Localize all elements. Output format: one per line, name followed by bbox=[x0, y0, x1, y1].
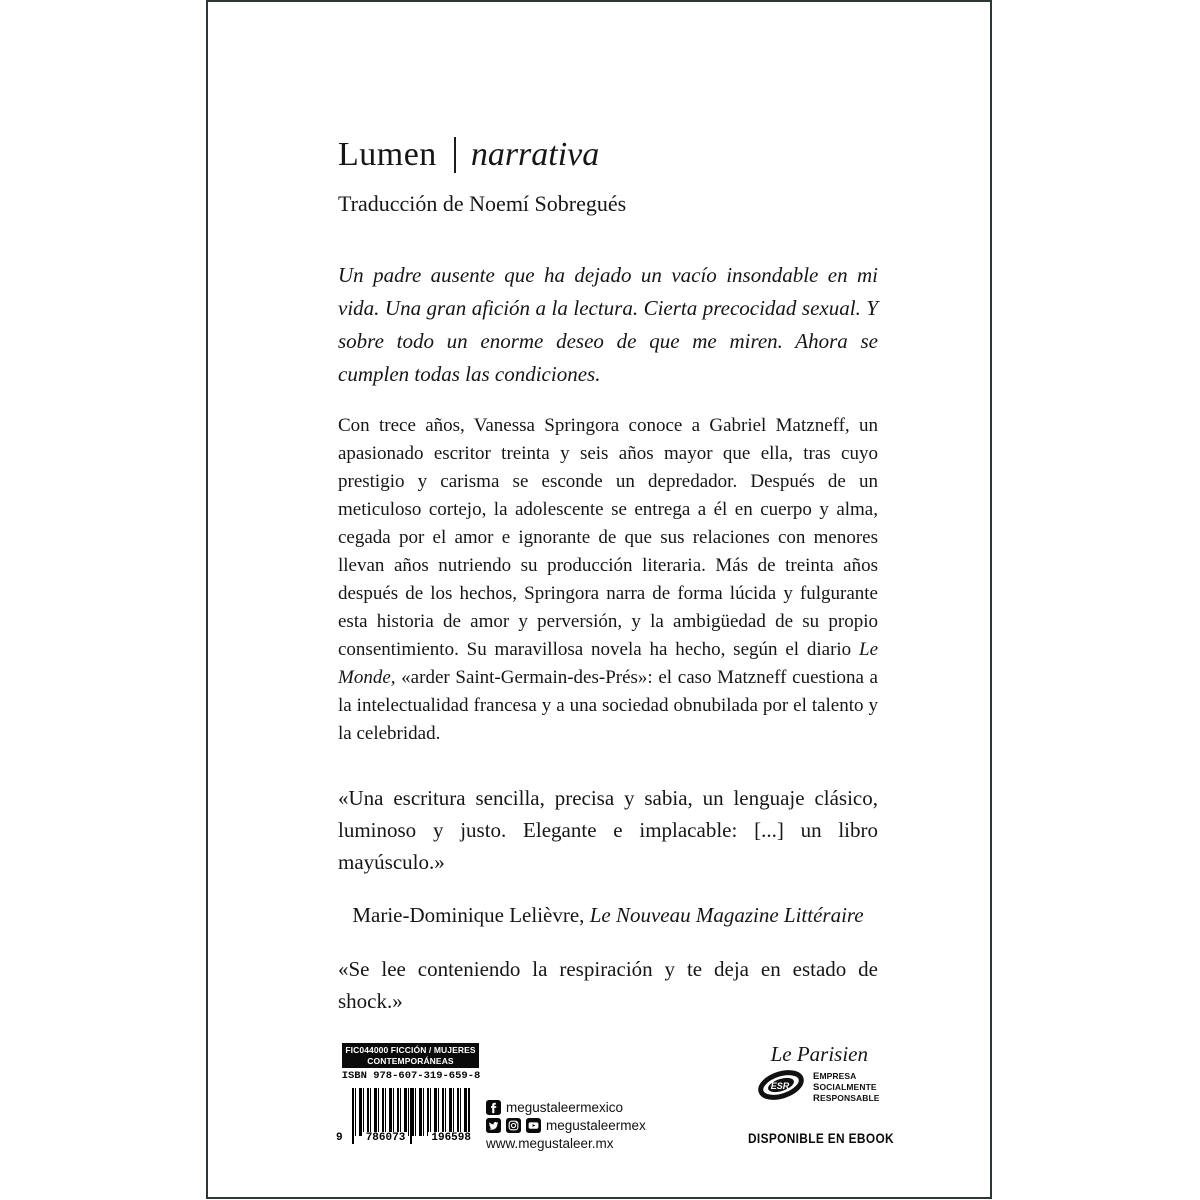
barcode-digit-group1: 786073 bbox=[363, 1132, 409, 1144]
multi-social-row bbox=[486, 1117, 646, 1134]
isbn-label: ISBN 978-607-319-659-8 bbox=[341, 1070, 481, 1082]
barcode bbox=[336, 1088, 474, 1154]
intro-quote-paragraph: Un padre ausente que ha dejado un vacío insondable en mi vida. Una gran afición a la lectura. Cierta precocidad sexual. Y sobre todo un enorme deseo de que me miren. Ahora se cumplen todas las condiciones. bbox=[338, 263, 878, 386]
esr-certification bbox=[756, 1066, 880, 1109]
review-quote-2: «Se lee conteniendo la respiración y te deja en estado de shock.» bbox=[338, 957, 878, 1013]
esr-line3: RESPONSABLE bbox=[813, 1093, 880, 1104]
esr-line1: EMPRESA bbox=[813, 1071, 857, 1082]
synopsis-text-1: Con trece años, Vanessa Springora conoce a Gabriel Matzneff, un apasionado escritor treinta y seis años mayor que ella, tras cuyo prestigio y carisma se esconde un depredador. Después de un meticuloso cortejo, la adolescente se entrega a él en cuerpo y alma, cegada por el amor e ignorante de que sus relaciones con menores llevan años nutriendo su producción literaria. Más de treinta años después de los hechos, Springora narra de forma lúcida y fulgurante esta historia de amor y perversión, y la ambigüedad de su propio consentimiento. Su maravillosa novela ha hecho, según el diario bbox=[338, 415, 878, 660]
barcode-digit-first: 9 bbox=[336, 1132, 343, 1144]
social-media-block bbox=[486, 1099, 646, 1151]
twitter-icon bbox=[486, 1118, 501, 1133]
esr-line2: SOCIALMENTE bbox=[813, 1082, 877, 1093]
facebook-row bbox=[486, 1099, 646, 1116]
review-quote-1: «Una escritura sencilla, precisa y sabia, un lenguaje clásico, luminoso y justo. Elegante e implacable: [...] un libro mayúsculo.» bbox=[338, 786, 878, 874]
brand-divider bbox=[454, 137, 456, 173]
barcode-digit-group2: 196598 bbox=[428, 1132, 474, 1144]
publisher-brand bbox=[338, 136, 878, 174]
collection-name: narrativa bbox=[470, 136, 600, 173]
barcode-digits bbox=[336, 1132, 474, 1144]
esr-label bbox=[813, 1071, 880, 1104]
svg-text:ESR: ESR bbox=[770, 1081, 790, 1091]
genre-code-box bbox=[342, 1043, 479, 1068]
youtube-icon bbox=[526, 1118, 541, 1133]
book-back-cover bbox=[206, 0, 992, 1199]
newspaper-title: Le Monde, bbox=[338, 639, 878, 688]
synopsis-text-2: «arder Saint-Germain-des-Prés»: el caso Matzneff cuestiona a la intelectualidad francesa y a una sociedad obnubilada por el talento y la celebridad. bbox=[338, 667, 878, 744]
translator-credit: Traducción de Noemí Sobregués bbox=[338, 191, 627, 216]
review-attribution-2: Le Parisien bbox=[770, 1042, 868, 1066]
ebook-availability-notice: DISPONIBLE EN EBOOK bbox=[748, 1131, 894, 1146]
reviewer-name: Marie-Dominique Lelièvre, bbox=[352, 903, 590, 927]
synopsis-paragraph bbox=[338, 412, 878, 748]
facebook-icon bbox=[486, 1100, 501, 1115]
review-source-1: Le Nouveau Magazine Littéraire bbox=[589, 903, 864, 927]
publisher-name: Lumen bbox=[338, 136, 437, 173]
esr-logo-icon bbox=[756, 1066, 806, 1109]
instagram-icon bbox=[506, 1118, 521, 1133]
genre-code-line2: CONTEMPORÁNEAS bbox=[367, 1055, 454, 1066]
facebook-handle: megustaleermexico bbox=[506, 1100, 624, 1115]
website-url: www.megustaleer.mx bbox=[486, 1136, 614, 1151]
genre-code-line1: FIC044000 FICCIÓN / MUJERES bbox=[345, 1045, 476, 1055]
multi-social-handle: megustaleermex bbox=[546, 1118, 646, 1133]
review-attribution-1 bbox=[338, 899, 878, 931]
